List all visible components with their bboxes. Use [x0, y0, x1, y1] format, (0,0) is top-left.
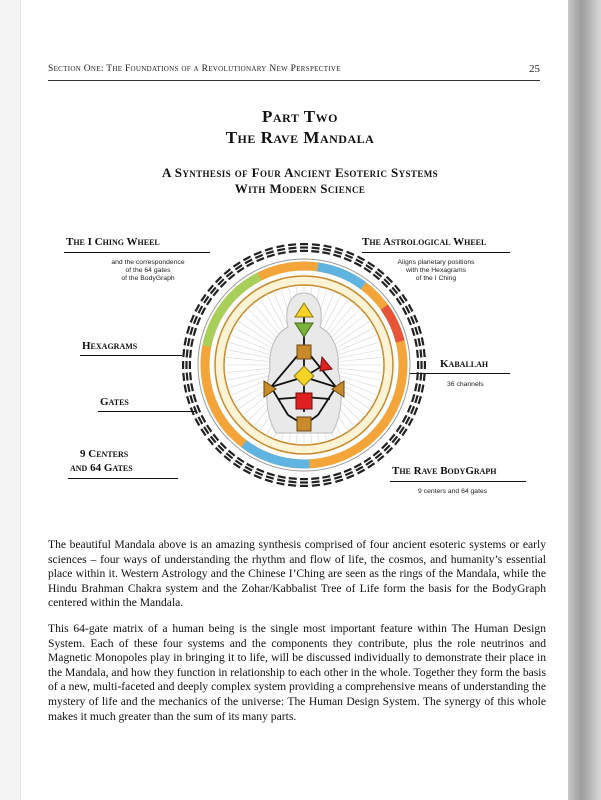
hexagram-glyph	[200, 424, 212, 436]
hexagram-glyph	[407, 315, 418, 326]
paragraph-1: The beautiful Mandala above is an amazing synthesis comprised of four ancient esoteric systems or early sciences – four ways of understanding the rhythm and flow of life, the cosmos, and humanity’s essential place within it. Western Astrology and the Chinese I’Ching are seen as the rings of the Mandala, while the Hindu Brahman Chakra system and the Zohar/Kabbalist Tree of Life form the basis for the BodyGraph centered within the Mandala.	[48, 538, 546, 610]
heading-rave-mandala: The Rave Mandala	[225, 128, 375, 147]
hexagram-glyph	[215, 276, 227, 288]
astro-desc-1: Aligns planetary positions	[397, 259, 475, 266]
rave-mandala-diagram	[176, 237, 432, 493]
page-number: 25	[529, 63, 540, 75]
hexagram-glyph	[416, 372, 426, 381]
hexagram-glyph	[184, 383, 194, 393]
hexagram-glyph	[300, 243, 308, 252]
hexagram-glyph	[411, 394, 422, 404]
label-iching-wheel: The I Ching Wheel	[66, 236, 160, 248]
hexagram-glyph	[243, 256, 254, 268]
hexagram-glyph	[416, 349, 426, 358]
leader-centers	[68, 478, 178, 479]
hexagram-glyph	[333, 472, 343, 483]
hexagram-glyph	[288, 477, 297, 487]
hexagram-glyph	[354, 463, 365, 475]
hexagram-glyph	[344, 251, 355, 262]
hexagram-glyph	[190, 405, 201, 416]
hexagram-glyph	[322, 475, 332, 485]
hexagram-glyph	[373, 268, 385, 280]
hexagram-glyph	[288, 243, 297, 253]
label-centers-line-1: 9 Centers	[80, 448, 129, 460]
astro-desc-3: of the I Ching	[415, 275, 457, 282]
iching-desc-3: of the BodyGraph	[121, 275, 175, 282]
hexagram-glyph	[265, 472, 275, 483]
hexagram-glyph	[396, 424, 408, 436]
hexagram-glyph	[381, 276, 393, 288]
hexagram-glyph	[373, 450, 385, 462]
hexagram-glyph	[407, 405, 418, 416]
hexagram-glyph	[186, 326, 197, 336]
hexagram-glyph	[414, 337, 424, 347]
heading-part: Part Two	[262, 107, 338, 126]
hexagram-glyph	[389, 285, 401, 297]
iching-desc-2: of the 64 gates	[125, 267, 171, 274]
hexagram-glyph	[333, 247, 343, 258]
hexagram-glyph	[200, 294, 212, 306]
hexagram-glyph	[311, 243, 320, 253]
hexagram-glyph	[207, 434, 219, 446]
leader-hexagrams	[80, 355, 182, 356]
hexagram-glyph	[233, 457, 245, 469]
hexagram-glyph	[276, 475, 286, 485]
subheading-line-1: A Synthesis of Four Ancient Esoteric Systems	[161, 165, 439, 180]
book-spine	[568, 0, 601, 800]
hexagram-glyph	[322, 245, 332, 255]
hexagram-glyph	[195, 304, 207, 315]
hexagram-glyph	[411, 326, 422, 336]
hexagram-glyph	[276, 245, 286, 255]
hexagram-glyph	[402, 304, 414, 315]
hexagram-glyph	[195, 415, 207, 426]
hexagram-glyph	[182, 361, 191, 369]
hexagram-glyph	[190, 315, 201, 326]
hexagram-glyph	[186, 394, 197, 404]
hexagram-glyph	[344, 468, 355, 479]
hexagram-glyph	[265, 247, 275, 258]
label-gates: Gates	[100, 396, 129, 408]
hexagram-glyph	[182, 349, 192, 358]
hexagram-glyph	[300, 478, 308, 487]
hexagram-glyph	[254, 468, 265, 479]
label-astrological-wheel: The Astrological Wheel	[362, 236, 487, 248]
section-title: Section One: The Foundations of a Revolutionary New Perspective	[48, 64, 341, 74]
hexagram-glyph	[414, 383, 424, 393]
hexagram-glyph	[224, 268, 236, 280]
hexagram-glyph	[311, 477, 320, 487]
hexagram-glyph	[184, 337, 194, 347]
hexagram-glyph	[182, 372, 192, 381]
label-hexagrams: Hexagrams	[82, 340, 138, 352]
root-center	[297, 417, 311, 431]
hexagram-glyph	[233, 261, 245, 273]
hexagram-glyph	[389, 434, 401, 446]
hexagram-glyph	[363, 261, 375, 273]
hexagram-glyph	[402, 415, 414, 426]
hexagram-glyph	[207, 285, 219, 297]
sacral-center	[296, 393, 312, 409]
bodygraph-desc: 9 centers and 64 gates	[418, 488, 488, 495]
hexagram-glyph	[243, 463, 254, 475]
kabbalah-desc: 36 channels	[447, 381, 484, 388]
astro-desc-2: with the Hexagrams	[405, 267, 467, 274]
throat-center	[297, 345, 311, 359]
subheading-line-2: With Modern Science	[234, 181, 366, 196]
running-header	[48, 64, 540, 81]
hexagram-glyph	[354, 256, 365, 268]
label-centers-line-2: and 64 Gates	[70, 462, 133, 474]
hexagram-glyph	[254, 251, 265, 262]
label-rave-bodygraph: The Rave BodyGraph	[392, 465, 497, 477]
paragraph-2: This 64-gate matrix of a human being is the single most important feature within The Human Design System. Each of these four systems and the components they contribute, plus the role neutrinos and Magnetic Monopoles play in bringing it to life, will be discussed individually to demonstrate their place in the Mandala, and how they function in relationship to each other in the whole. Together they form the basis of a new, multi-faceted and deeply complex system providing a comprehensive means of understanding the mystery of life and the mechanics of the universe: The Human Design System. The synergy of this whole makes it much greater than the sum of its many parts.	[48, 622, 547, 723]
hexagram-glyph	[215, 442, 227, 454]
hexagram-glyph	[417, 361, 426, 369]
iching-desc-1: and the correspondence	[111, 259, 185, 266]
hexagram-glyph	[363, 457, 375, 469]
hexagram-glyph	[396, 294, 408, 306]
hexagram-glyph	[381, 442, 393, 454]
hexagram-glyph	[224, 450, 236, 462]
label-kabbalah: Kaballah	[440, 358, 489, 370]
